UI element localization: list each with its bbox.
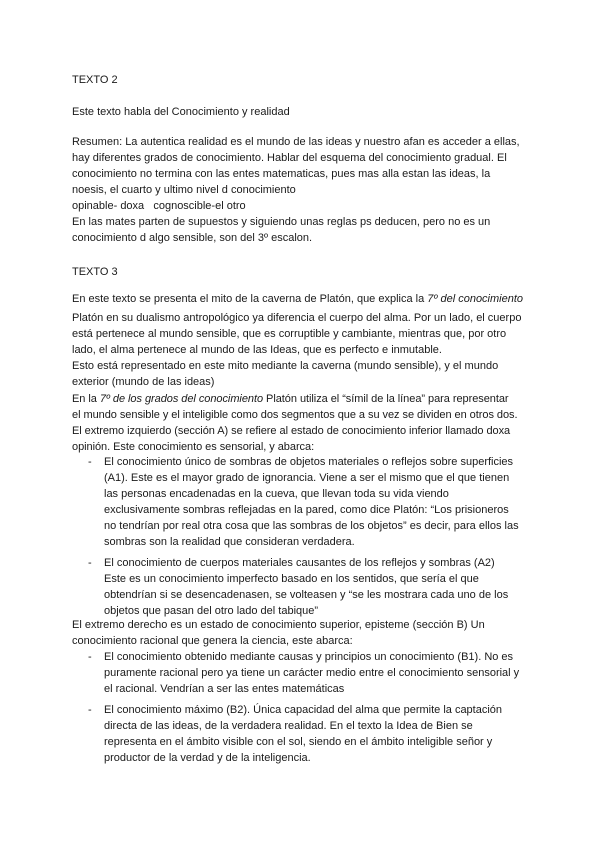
resumen-line: En las mates parten de supuestos y siguiendo unas reglas ps deducen, pero no es un xyxy=(72,216,491,228)
list-item xyxy=(72,454,542,550)
dualismo-line: Platón en su dualismo antropológico ya diferencia el cuerpo del alma. Por un lado, el cuerpo xyxy=(72,312,522,324)
list-item-line: (A1). Este es el mayor grado de ignorancia. Viene a ser el mismo que el que tienen xyxy=(104,472,510,484)
texto2-heading: TEXTO 2 xyxy=(72,74,118,86)
dualismo-line: está pertenece al mundo sensible, que es corruptible y cambiante, mientras que, por otro xyxy=(72,328,507,340)
linea-line: El extremo izquierdo (sección A) se refiere al estado de conocimiento inferior llamado doxa xyxy=(72,425,511,437)
resumen-line: conocimiento d algo sensible, son del 3º escalon. xyxy=(72,232,313,244)
list-item-line: objetos que pasan del otro lado del tabique” xyxy=(104,605,319,617)
list-item-line: - El conocimiento máximo (B2). Única capacidad del alma que permite la captación xyxy=(104,704,503,716)
list-item-line: - El conocimiento único de sombras de objetos materiales o reflejos sobre superficies xyxy=(104,456,514,468)
texto3-linea xyxy=(72,391,542,455)
list-item-line: exclusivamente sombras reflejadas en la pared, como dice Platón: “Los prisioneros xyxy=(104,504,509,516)
texto3-episteme xyxy=(72,617,542,649)
resumen-line: Resumen: La autentica realidad es el mundo de las ideas y nuestro afan es acceder a ellas, xyxy=(72,136,520,148)
episteme-line: El extremo derecho es un estado de conocimiento superior, episteme (sección B) Un xyxy=(72,619,485,631)
texto3-intro-text: En este texto se presenta el mito de la caverna de Platón, que explica la xyxy=(72,293,428,305)
list-item xyxy=(72,555,542,619)
dualismo-line: exterior (mundo de las ideas) xyxy=(72,376,215,388)
resumen-line: noesis, el cuarto y ultimo nivel d conocimiento xyxy=(72,184,296,196)
texto3-intro-italic: 7º del conocimiento xyxy=(427,293,524,305)
linea-line: el mundo sensible y el inteligible como dos segmentos que a su vez se dividen en otros dos. xyxy=(72,409,518,421)
list-item-line: sombras son la realidad que consideran verdadera. xyxy=(104,536,355,548)
episteme-line: conocimiento racional que genera la ciencia, este abarca: xyxy=(72,635,353,647)
resumen-line: opinable- doxa cognoscible-el otro xyxy=(72,200,246,212)
linea-line: opinión. Este conocimiento es sensorial, y abarca: xyxy=(72,441,315,453)
list-item-line: representa en el ámbito visible con el sol, siendo en el ámbito inteligible señor y xyxy=(104,736,493,748)
dualismo-line: lado, el alma pertenece al mundo de las Ideas, que es perfecto e inmutable. xyxy=(72,344,442,356)
list-item-line: el racional. Vendrían a ser las entes matemáticas xyxy=(104,683,345,695)
texto2-intro: Este texto habla del Conocimiento y realidad xyxy=(72,106,290,118)
list-item-line: productor de la verdad y de la inteligencia. xyxy=(104,752,311,764)
list-item xyxy=(72,702,542,766)
linea-rest: Platón utiliza el “símil de la línea” para representar xyxy=(263,393,509,405)
list-item-line: Este es un conocimiento imperfecto basado en los sentidos, que sería el que xyxy=(104,573,479,585)
list-item xyxy=(72,649,542,697)
list-item-line: directa de las ideas, de la verdadera realidad. En el texto la Idea de Bien se xyxy=(104,720,473,732)
texto3-dualismo xyxy=(72,310,542,390)
episteme-list xyxy=(72,649,542,766)
linea-italic: 7º de los grados del conocimiento xyxy=(99,393,264,405)
linea-prefix: En la xyxy=(72,393,100,405)
resumen-line: conocimiento no termina con las entes matematicas, pues mas alla estan las ideas, la xyxy=(72,168,491,180)
list-item-line: puramente racional pero ya tiene un carácter medio entre el conocimiento sensorial y xyxy=(104,667,520,679)
linea-first-line xyxy=(72,391,542,407)
list-item-line: las personas encadenadas en la cueva, que llevan toda su vida viendo xyxy=(104,488,449,500)
list-item-line: no tendrían por real otra cosa que las sombras de los objetos” es decir, para ellos las xyxy=(104,520,519,532)
list-item-line: - El conocimiento de cuerpos materiales causantes de los reflejos y sombras (A2) xyxy=(104,557,495,569)
doxa-list xyxy=(72,454,542,619)
texto3-intro xyxy=(72,291,542,307)
resumen-line: hay diferentes grados de conocimiento. Hablar del esquema del conocimiento gradual. El xyxy=(72,152,507,164)
texto2-resumen xyxy=(72,134,542,246)
dualismo-line: Esto está representado en este mito mediante la caverna (mundo sensible), y el mundo xyxy=(72,360,499,372)
list-item-line: obtendrían si se desencadenasen, se volteasen y “se les mostrara cada uno de los xyxy=(104,589,509,601)
texto3-heading: TEXTO 3 xyxy=(72,266,118,278)
list-item-line: - El conocimiento obtenido mediante causas y principios un conocimiento (B1). No es xyxy=(104,651,514,663)
